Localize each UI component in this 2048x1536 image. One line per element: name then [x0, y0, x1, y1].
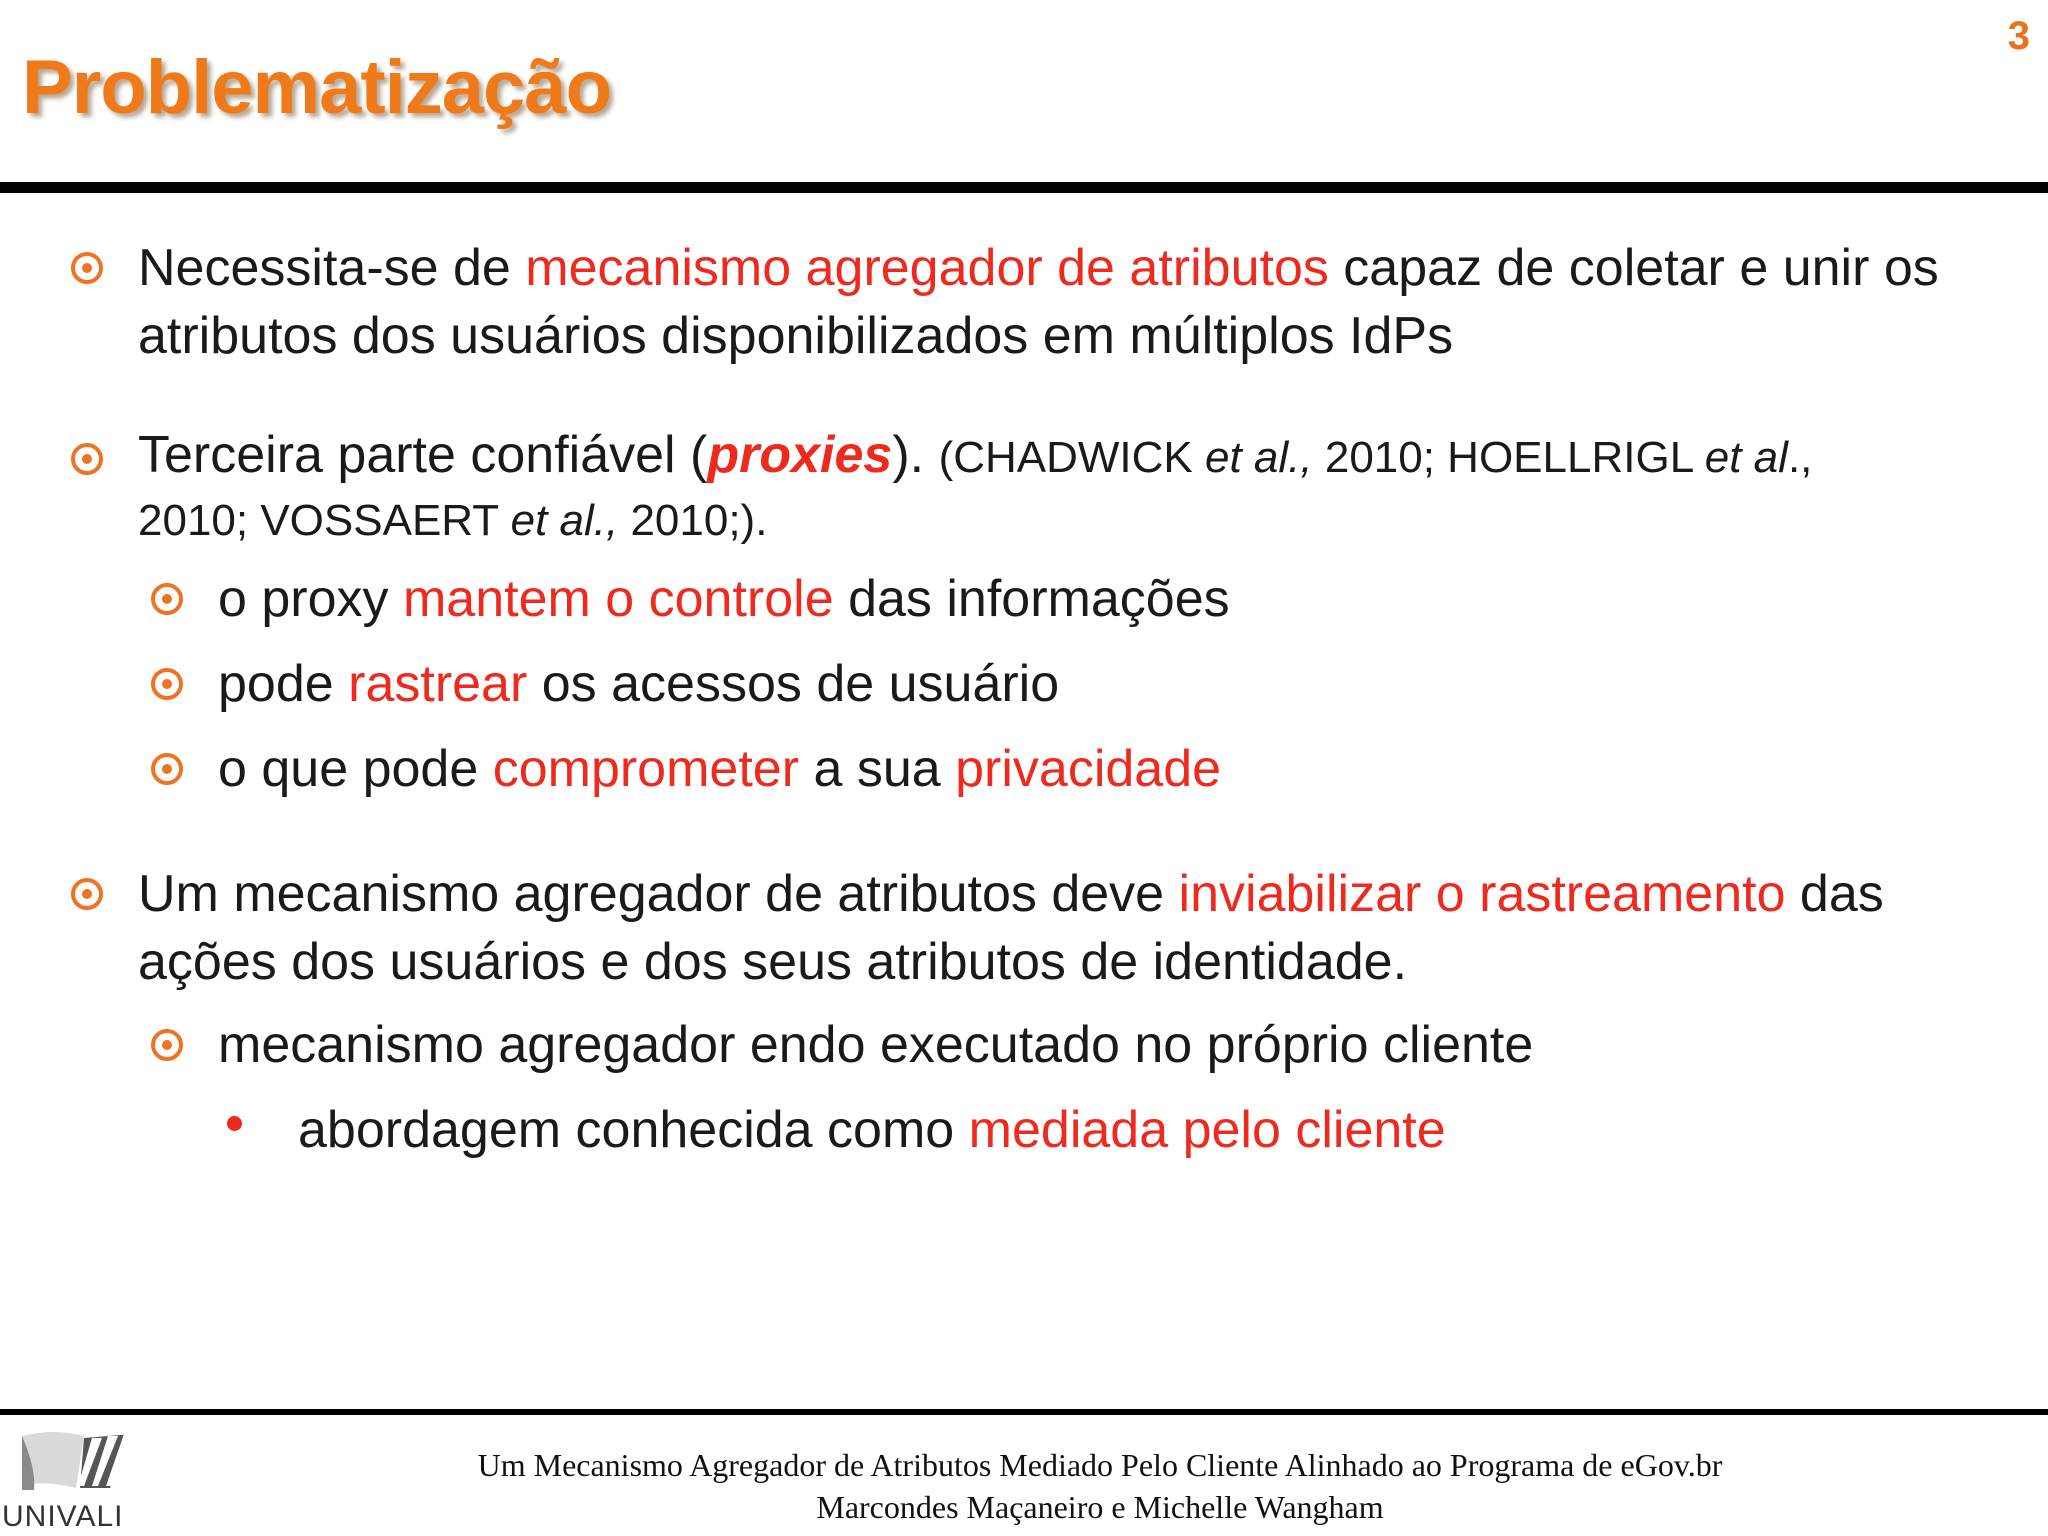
dot-bullet-icon	[227, 1116, 242, 1131]
sub-bullet-text-2-2: pode rastrear os acessos de usuário	[218, 655, 1060, 713]
circle-bullet-icon	[151, 583, 183, 615]
sub-sub-bullet-text-3-1-1: abordagem conhecida como mediada pelo cliente	[298, 1101, 1446, 1159]
highlight-text: proxies	[707, 426, 893, 484]
footer-line-2: Marcondes Maçaneiro e Michelle Wangham	[816, 1489, 1384, 1525]
highlight-text: rastrear	[348, 655, 528, 713]
citation: (CHADWICK et al., 2010; HOELLRIGL et al., 2010; VOSSAERT et al., 2010;).	[138, 433, 1813, 545]
highlight-text: mediada pelo cliente	[968, 1101, 1446, 1159]
bottom-divider	[0, 1409, 2048, 1415]
sub-bullet-text-3-1: mecanismo agregador endo executado no próprio cliente	[218, 1016, 1534, 1074]
slide-title: Problematização	[22, 45, 611, 130]
footer-line-1: Um Mecanismo Agregador de Atributos Mediado Pelo Cliente Alinhado ao Programa de eGov.br	[477, 1447, 1723, 1483]
highlight-text: mantem o controle	[402, 570, 834, 628]
highlight-text: comprometer	[492, 740, 800, 798]
bullet-text-2: Terceira parte confiável (proxies). (CHADWICK et al., 2010; HOELLRIGL et al., 2010; VOSSAERT et al., 2010;).	[138, 426, 1813, 545]
sub-bullet-text-2-3: o que pode comprometer a sua privacidade	[218, 740, 1222, 798]
circle-bullet-icon	[151, 1029, 183, 1061]
highlight-text: mecanismo agregador de atributos	[525, 239, 1329, 297]
circle-bullet-icon	[71, 252, 103, 284]
circle-bullet-icon	[151, 668, 183, 700]
bullet-text-1: Necessita-se de mecanismo agregador de atributos capaz de coletar e unir os atributos dos usuários disponibilizados em múltiplos IdPs	[138, 239, 1939, 365]
logo-text: UNIVALI	[2, 1500, 124, 1533]
highlight-text: privacidade	[955, 740, 1222, 798]
bullet-text-3: Um mecanismo agregador de atributos deve inviabilizar o rastreamento das ações dos usuários e dos seus atributos de identidade.	[138, 865, 1884, 991]
top-divider	[0, 182, 2048, 193]
circle-bullet-icon	[71, 443, 103, 475]
highlight-text: inviabilizar o rastreamento	[1178, 865, 1786, 923]
sub-bullet-text-2-1: o proxy mantem o controle das informações	[218, 570, 1230, 628]
slide-number: 3	[2007, 14, 2030, 58]
circle-bullet-icon	[151, 753, 183, 785]
circle-bullet-icon	[71, 878, 103, 910]
